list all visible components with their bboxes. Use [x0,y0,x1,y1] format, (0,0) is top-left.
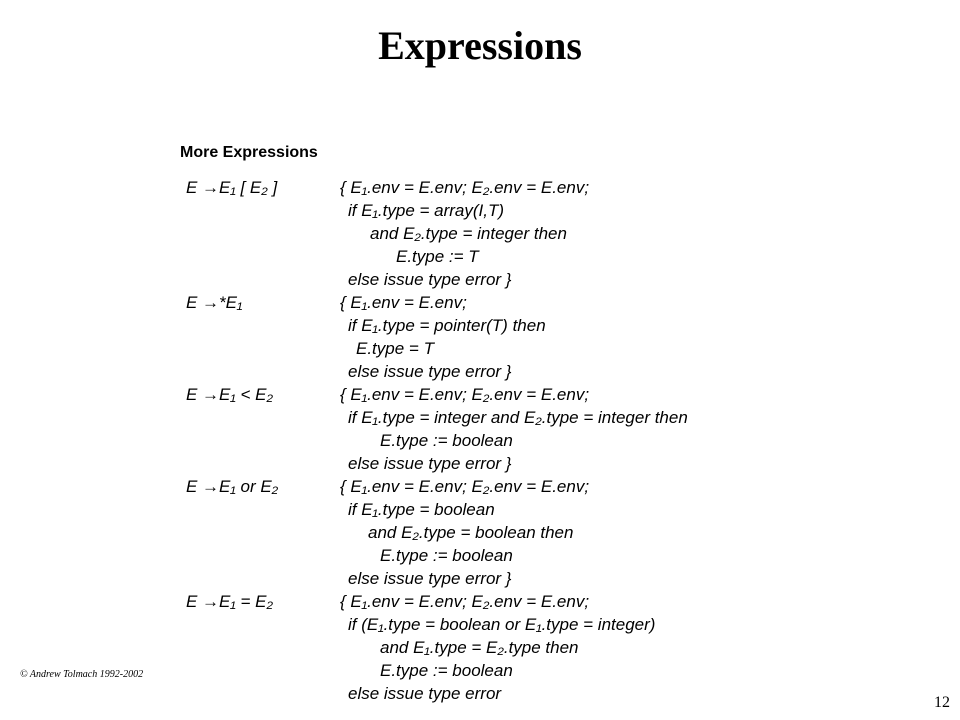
action-line: if E₁.type = pointer(T) then [348,316,546,335]
action-line: else issue type error } [348,454,512,473]
action-line: else issue type error } [348,362,512,381]
semantic-action [340,291,800,383]
action-line: else issue type error } [348,270,512,289]
page-number: 12 [934,694,950,711]
action-line: if E₁.type = boolean [348,500,495,519]
rule-block [180,291,800,383]
copyright-notice: © Andrew Tolmach 1992-2002 [20,669,144,680]
production: E →E₁ [ E₂ ] [186,178,278,197]
action-line: E.type := boolean [380,431,513,450]
action-line: { E₁.env = E.env; [340,293,467,312]
rule-list [180,176,800,705]
production: E →E₁ or E₂ [186,477,279,496]
action-line: if E₁.type = array(I,T) [348,201,505,220]
action-line: E.type := boolean [380,661,513,680]
action-line: { E₁.env = E.env; E₂.env = E.env; [340,178,590,197]
action-line: E.type = T [356,339,434,358]
slide-title: Expressions [378,23,582,68]
action-line: { E₁.env = E.env; E₂.env = E.env; [340,385,590,404]
semantic-action [340,176,800,291]
production: E →*E₁ [186,293,243,312]
semantic-action [340,383,800,475]
rule-block [180,383,800,475]
action-line: and E₂.type = boolean then [368,523,574,542]
action-line: E.type := T [396,247,479,266]
action-line: { E₁.env = E.env; E₂.env = E.env; [340,592,590,611]
semantic-action [340,475,800,590]
grammar-rules-figure [180,140,800,703]
rule-block [180,176,800,291]
action-line: else issue type error [348,684,502,703]
action-line: E.type := boolean [380,546,513,565]
action-line: and E₁.type = E₂.type then [380,638,579,657]
rule-block [180,475,800,590]
action-line: and E₂.type = integer then [370,224,567,243]
production: E →E₁ < E₂ [186,385,273,404]
action-line: if E₁.type = integer and E₂.type = integer then [348,408,688,427]
rule-block [180,590,800,705]
figure-subtitle: More Expressions [180,144,318,161]
semantic-action [340,590,800,705]
action-line: if (E₁.type = boolean or E₁.type = integer) [348,615,656,634]
production: E →E₁ = E₂ [186,592,273,611]
action-line: { E₁.env = E.env; E₂.env = E.env; [340,477,590,496]
action-line: else issue type error } [348,569,512,588]
